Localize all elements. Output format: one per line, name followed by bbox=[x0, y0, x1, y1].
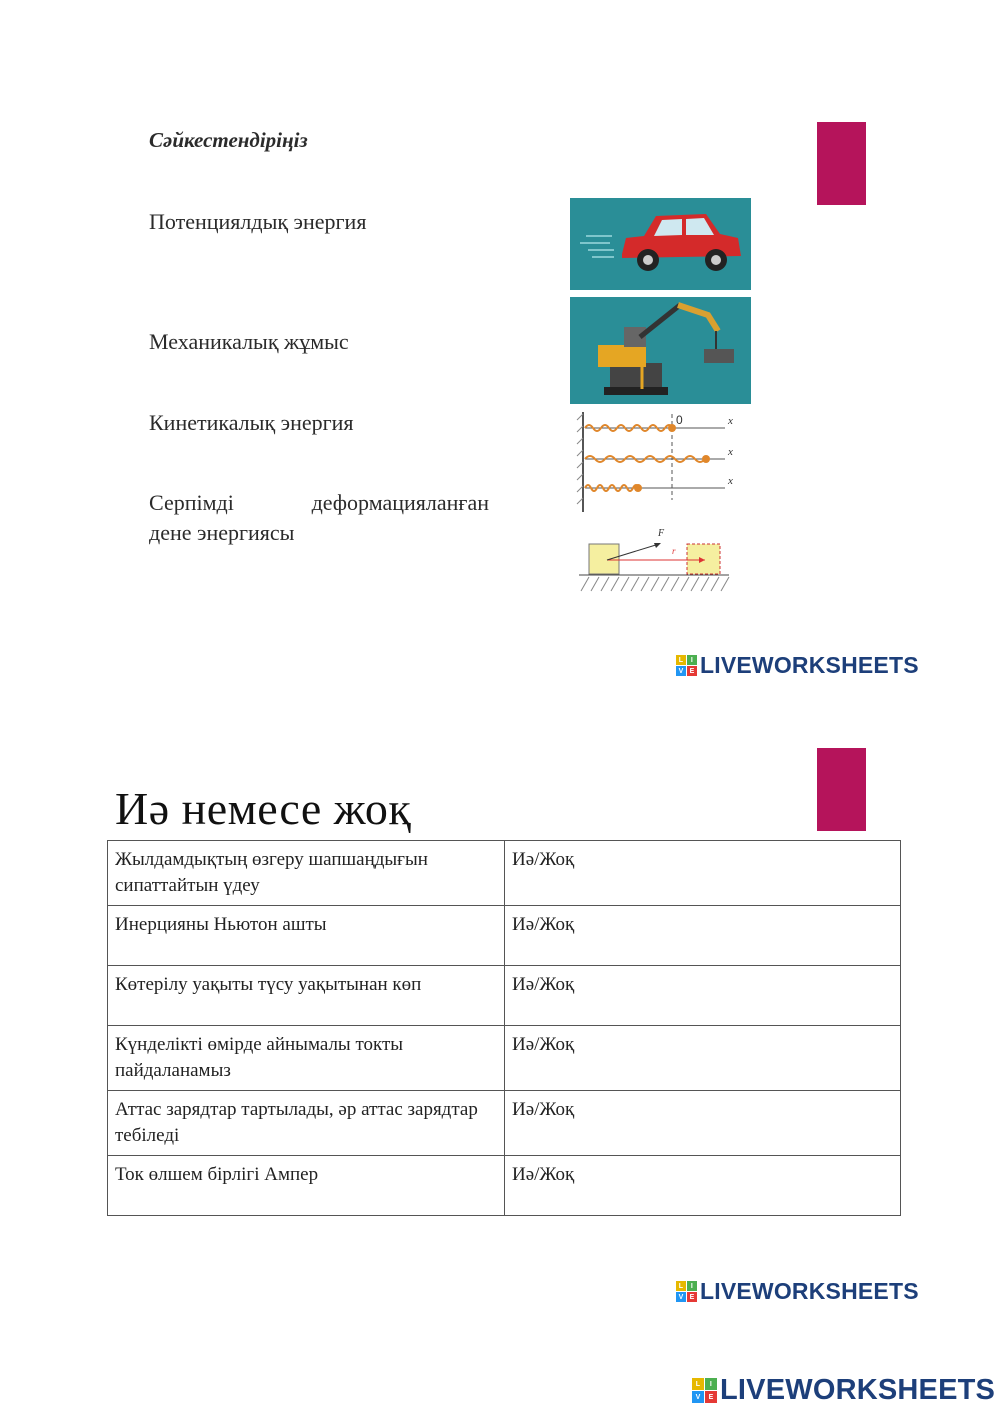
term-potential-energy: Потенциялдық энергия bbox=[149, 209, 367, 234]
spring-origin-label: 0 bbox=[676, 413, 683, 427]
brand-mark-icon: L I V E bbox=[676, 655, 697, 676]
table-row bbox=[108, 1156, 901, 1216]
spring-diagram bbox=[575, 408, 745, 516]
question-cell: Жылдамдықтың өзгеру шапшаңдығын сипаттайтын үдеу bbox=[108, 841, 505, 906]
crane-load bbox=[704, 349, 734, 363]
crane-cabin bbox=[598, 345, 646, 367]
term-elastic-word-1: Серпімді bbox=[149, 490, 234, 515]
accent-bar-bottom bbox=[817, 748, 866, 831]
table-row bbox=[108, 1026, 901, 1091]
question-cell: Көтерілу уақыты түсу уақытынан көп bbox=[108, 966, 505, 1026]
answer-cell[interactable]: Иә/Жоқ bbox=[505, 966, 901, 1026]
spring-mass-1 bbox=[668, 424, 676, 432]
brand-logo-footer bbox=[692, 1374, 995, 1407]
answer-cell[interactable]: Иә/Жоқ bbox=[505, 841, 901, 906]
brand-mark-icon: L I V E bbox=[692, 1378, 717, 1403]
answer-cell[interactable]: Иә/Жоқ bbox=[505, 906, 901, 966]
spring-mass-2 bbox=[702, 455, 710, 463]
table-row bbox=[108, 906, 901, 966]
question-cell: Күнделікті өмірде айнымалы токты пайдаланамыз bbox=[108, 1026, 505, 1091]
section-title-yes-no: Иә немесе жоқ bbox=[115, 783, 412, 834]
term-elastic-line-2: дене энергиясы bbox=[149, 520, 295, 545]
term-mechanical-work: Механикалық жұмыс bbox=[149, 329, 349, 354]
table-row bbox=[108, 841, 901, 906]
spring-axis-label-3: x bbox=[728, 475, 733, 487]
force-label: F bbox=[658, 528, 665, 539]
displacement-label: r bbox=[672, 546, 676, 556]
brand-name: LIVEWORKSHEETS bbox=[700, 652, 919, 678]
car-image bbox=[570, 198, 751, 290]
table-row bbox=[108, 966, 901, 1026]
question-cell: Аттас зарядтар тартылады, әр аттас зарядтар тебіледі bbox=[108, 1091, 505, 1156]
term-elastic-energy bbox=[149, 488, 489, 548]
table-row bbox=[108, 1091, 901, 1156]
term-kinetic-energy: Кинетикалық энергия bbox=[149, 410, 354, 435]
brand-name: LIVEWORKSHEETS bbox=[700, 1278, 919, 1304]
block-end bbox=[687, 544, 720, 574]
yes-no-table bbox=[107, 840, 901, 1216]
brand-logo-1 bbox=[676, 652, 919, 679]
answer-cell[interactable]: Иә/Жоқ bbox=[505, 1156, 901, 1216]
work-diagram bbox=[577, 518, 732, 593]
answer-cell[interactable]: Иә/Жоқ bbox=[505, 1026, 901, 1091]
spring-axis-label-2: x bbox=[728, 446, 733, 458]
section-title-matching: Сәйкестендіріңіз bbox=[149, 128, 308, 152]
spring-mass-3 bbox=[634, 484, 642, 492]
brand-mark-icon: L I V E bbox=[676, 1281, 697, 1302]
spring-axis-label-1: x bbox=[728, 415, 733, 427]
term-elastic-word-2: деформацияланған bbox=[311, 490, 489, 515]
block-start bbox=[589, 544, 619, 574]
question-cell: Ток өлшем бірлігі Ампер bbox=[108, 1156, 505, 1216]
answer-cell[interactable]: Иә/Жоқ bbox=[505, 1091, 901, 1156]
question-cell: Инерцияны Ньютон ашты bbox=[108, 906, 505, 966]
brand-name: LIVEWORKSHEETS bbox=[720, 1374, 996, 1406]
accent-bar-top bbox=[817, 122, 866, 205]
brand-logo-2 bbox=[676, 1278, 919, 1305]
crane-image bbox=[570, 297, 751, 404]
